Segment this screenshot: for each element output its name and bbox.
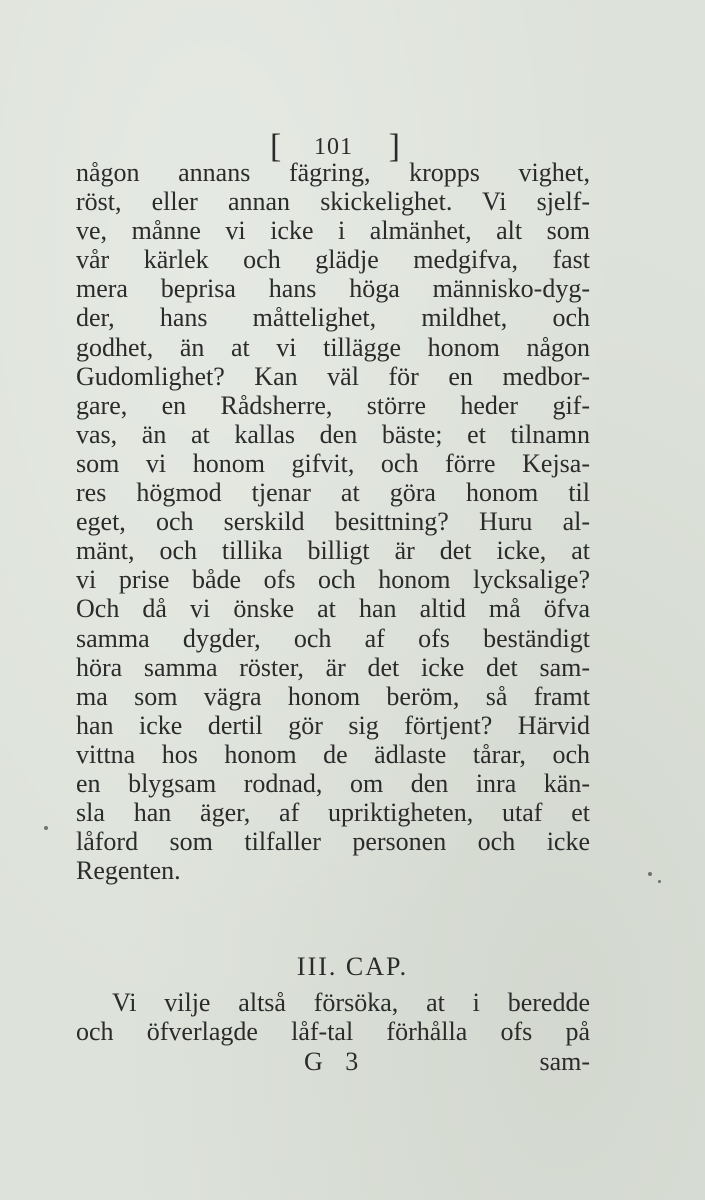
- text-line: höra samma röster, är det icke det sam-: [76, 652, 590, 682]
- text-line: vas, än at kallas den bäste; et tilnamn: [76, 419, 590, 449]
- ink-speck: [648, 872, 652, 876]
- ink-speck: [658, 880, 661, 883]
- page-footer: [76, 1047, 590, 1079]
- text-line: han icke dertil gör sig förtjent? Härvid: [76, 710, 590, 740]
- header-bracket-right: ]: [388, 128, 400, 165]
- text-line: Vi vilje altså försöka, at i beredde: [112, 988, 590, 1017]
- section-text: [76, 988, 590, 1046]
- text-line: som vi honom gifvit, och förre Kejsa-: [76, 448, 590, 478]
- catchword: sam-: [539, 1047, 590, 1076]
- ink-speck: [44, 826, 48, 830]
- text-line: vittna hos honom de ädlaste tårar, och: [76, 739, 590, 769]
- text-line: mera beprisa hans höga människo-dyg-: [76, 274, 590, 304]
- text-line: res högmod tjenar at göra honom til: [76, 478, 590, 508]
- header-bracket-left: [: [270, 128, 282, 165]
- text-line: eget, och serskild besittning? Huru al-: [76, 507, 590, 537]
- text-line: sla han äger, af upriktigheten, utaf et: [76, 798, 590, 828]
- text-line: der, hans måttelighet, mildhet, och: [76, 303, 590, 333]
- text-line: vi prise både ofs och honom lycksalige?: [76, 565, 590, 595]
- text-line: samma dygder, och af ofs beständigt: [76, 623, 590, 653]
- text-line: en blygsam rodnad, om den inra kän-: [76, 768, 590, 798]
- text-line: låford som tilfaller personen och icke: [76, 827, 590, 857]
- signature-mark: G 3: [304, 1047, 367, 1076]
- text-line: Gudomlighet? Kan väl för en medbor-: [76, 361, 590, 391]
- text-line: och öfverlagde låf-tal förhålla ofs på: [76, 1017, 590, 1047]
- text-line: Och då vi önske at han altid må öfva: [76, 594, 590, 624]
- text-line: godhet, än at vi tillägge honom någon: [76, 332, 590, 362]
- text-line: någon annans fägring, kropps vighet,: [76, 158, 590, 187]
- text-line: Regenten.: [76, 856, 181, 886]
- text-line: gare, en Rådsherre, större heder gif-: [76, 390, 590, 420]
- text-line: röst, eller annan skickelighet. Vi sjelf-: [76, 187, 590, 217]
- text-line: vår kärlek och glädje medgifva, fast: [76, 245, 590, 275]
- chapter-heading: III. CAP.: [296, 952, 409, 981]
- text-line: mänt, och tillika billigt är det icke, at: [76, 536, 590, 566]
- text-line: ma som vägra honom beröm, så framt: [76, 681, 590, 711]
- text-line: ve, månne vi icke i almänhet, alt som: [76, 216, 590, 246]
- body-text: [76, 158, 590, 885]
- page-number: 101: [314, 134, 353, 160]
